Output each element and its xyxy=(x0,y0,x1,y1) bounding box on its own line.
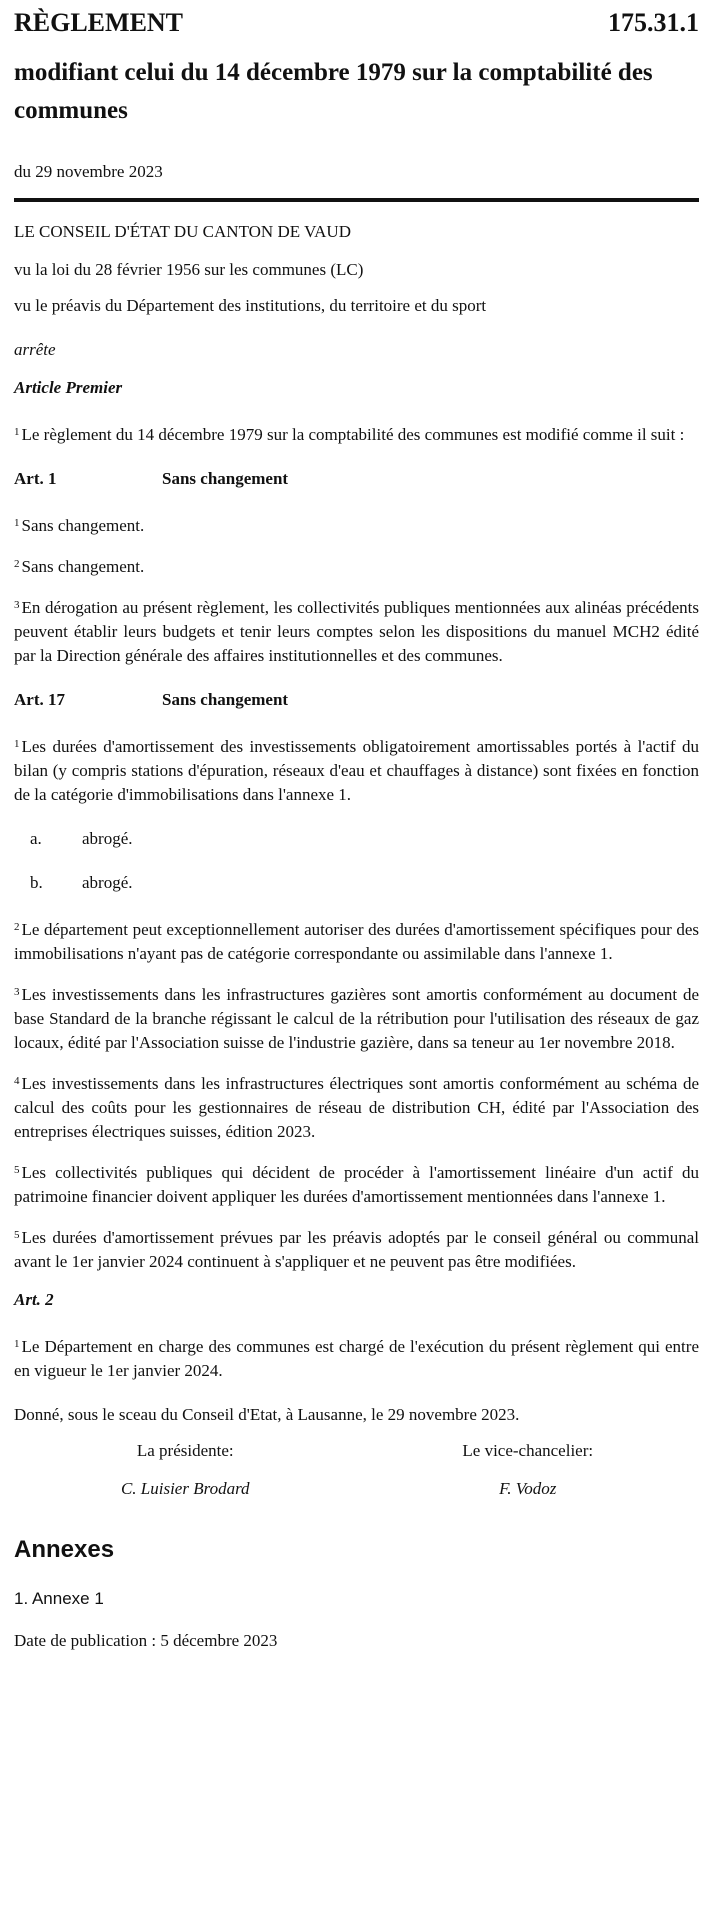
vice-chancellor-role: Le vice-chancelier: xyxy=(462,1441,594,1460)
art1-paragraph-3 xyxy=(14,593,699,668)
signature-roles xyxy=(14,1439,699,1463)
paragraph-text: Le département peut exceptionnellement autoriser des durées d'amortissement spécifiques pour des immobilisations n'ayant pas de catégorie correspondante ou assimilable dans l'annexe 1. xyxy=(14,920,699,963)
paragraph-number: 1 xyxy=(14,426,20,438)
art1-number: Art. 1 xyxy=(14,469,57,488)
art2-heading: Art. 2 xyxy=(14,1290,54,1309)
annex-link-1[interactable]: 1. Annexe 1 xyxy=(14,1589,104,1608)
president-name: C. Luisier Brodard xyxy=(120,1479,250,1498)
paragraph-number: 5 xyxy=(14,1164,20,1176)
council-name: LE CONSEIL D'ÉTAT DU CANTON DE VAUD xyxy=(14,222,351,241)
closing-formula: Donné, sous le sceau du Conseil d'Etat, à Lausanne, le 29 novembre 2023. xyxy=(14,1405,520,1424)
list-item xyxy=(14,827,699,851)
paragraph-number: 4 xyxy=(14,1075,20,1087)
preamble-arrete: arrête xyxy=(14,340,56,359)
document-type: RÈGLEMENT xyxy=(14,8,184,37)
list-item-letter: a. xyxy=(30,829,42,848)
paragraph-number: 1 xyxy=(14,738,20,750)
paragraph-text: Le règlement du 14 décembre 1979 sur la comptabilité des communes est modifié comme il suit : xyxy=(21,425,685,444)
list-item xyxy=(14,871,699,895)
art2-paragraph-1 xyxy=(14,1332,699,1383)
art17-paragraph-5 xyxy=(14,1158,699,1209)
article-premier-paragraph xyxy=(14,420,699,447)
paragraph-text: Le Département en charge des communes est chargé de l'exécution du présent règlement qui entre en vigueur le 1er janvier 2024. xyxy=(14,1337,699,1380)
art17-paragraph-6 xyxy=(14,1223,699,1274)
art17-paragraph-3 xyxy=(14,980,699,1055)
paragraph-text: Sans changement. xyxy=(21,516,145,535)
paragraph-text: Sans changement. xyxy=(21,557,145,576)
art17-paragraph-1 xyxy=(14,732,699,807)
paragraph-text: En dérogation au présent règlement, les collectivités publiques mentionnées aux alinéas précédents peuvent établir leurs budgets et tenir leurs comptes selon les dispositions du manuel MCH2 édité par la Direction générale des affaires institutionnelles et des communes. xyxy=(14,598,699,665)
art1-heading xyxy=(14,467,699,491)
article-premier-title: Article Premier xyxy=(14,378,123,397)
art17-paragraph-2 xyxy=(14,915,699,966)
list-item-text: abrogé. xyxy=(82,873,133,892)
president-role: La présidente: xyxy=(136,1441,234,1460)
paragraph-number: 5 xyxy=(14,1229,20,1241)
document-subtitle: modifiant celui du 14 décembre 1979 sur la comptabilité des communes xyxy=(14,59,653,124)
preamble-vu-law: vu la loi du 28 février 1956 sur les communes (LC) xyxy=(14,260,364,279)
art1-paragraph-1 xyxy=(14,511,699,538)
paragraph-text: Les durées d'amortissement prévues par les préavis adoptés par le conseil général ou communal avant le 1er janvier 2024 continuent à s'appliquer et ne peuvent pas être modifiées. xyxy=(14,1228,699,1271)
paragraph-number: 2 xyxy=(14,921,20,933)
paragraph-text: Les durées d'amortissement des investissements obligatoirement amortissables portés à l'actif du bilan (y compris stations d'épuration, réseaux d'eau et chauffages à distance) sont fixées en fonction de la catégorie d'immobilisations dans l'annexe 1. xyxy=(14,737,699,804)
header-divider xyxy=(14,198,699,202)
document-header xyxy=(14,0,699,38)
art1-status: Sans changement xyxy=(162,469,289,488)
paragraph-number: 3 xyxy=(14,986,20,998)
art17-number: Art. 17 xyxy=(14,690,65,709)
signature-names xyxy=(14,1477,699,1501)
art1-paragraph-2 xyxy=(14,552,699,579)
list-item-text: abrogé. xyxy=(82,829,133,848)
paragraph-number: 1 xyxy=(14,1338,20,1350)
art17-paragraph-4 xyxy=(14,1069,699,1144)
preamble-vu-preavis: vu le préavis du Département des institutions, du territoire et du sport xyxy=(14,296,487,315)
annexes-heading: Annexes xyxy=(14,1536,115,1563)
paragraph-text: Les investissements dans les infrastructures électriques sont amortis conformément au schéma de calcul des coûts pour les gestionnaires de réseau de distribution CH, édité par l'Association des entreprises électriques suisses, édition 2023. xyxy=(14,1074,699,1141)
document-date: du 29 novembre 2023 xyxy=(14,162,163,181)
paragraph-number: 3 xyxy=(14,599,20,611)
vice-chancellor-name: F. Vodoz xyxy=(499,1479,557,1498)
paragraph-number: 2 xyxy=(14,558,20,570)
paragraph-text: Les investissements dans les infrastructures gazières sont amortis conformément au document de base Standard de la branche régissant le calcul de la rétribution pour l'utilisation des réseaux de gaz locaux, édité par l'Association suisse de l'industrie gazière, dans sa teneur au 1er novembre 2018. xyxy=(14,985,699,1052)
paragraph-text: Les collectivités publiques qui décident de procéder à l'amortissement linéaire d'un actif du patrimoine financier doivent appliquer les durées d'amortissement mentionnées dans l'annexe 1. xyxy=(14,1163,699,1206)
art17-status: Sans changement xyxy=(162,690,289,709)
art17-heading xyxy=(14,688,699,712)
list-item-letter: b. xyxy=(30,873,43,892)
document-number: 175.31.1 xyxy=(608,8,699,37)
paragraph-number: 1 xyxy=(14,517,20,529)
publication-date: Date de publication : 5 décembre 2023 xyxy=(14,1631,278,1650)
